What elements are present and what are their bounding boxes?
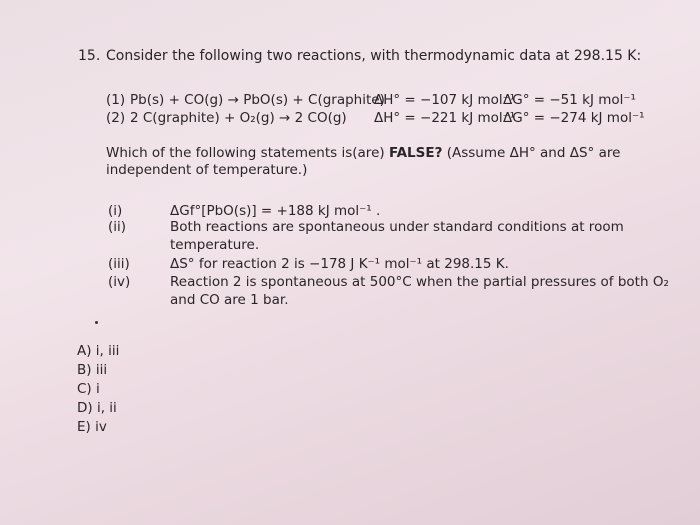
- reaction-2-gibbs: ΔG° = −274 kJ mol⁻¹: [503, 110, 645, 126]
- question-prompt: Consider the following two reactions, with thermodynamic data at 298.15 K:: [106, 48, 642, 64]
- statement-iv-text-line-2: and CO are 1 bar.: [170, 292, 289, 308]
- statement-ii-text-line-1: Both reactions are spontaneous under standard conditions at room: [170, 219, 624, 235]
- question-number: 15.: [78, 48, 101, 64]
- reaction-2-label: (2): [106, 110, 126, 126]
- reaction-2-enthalpy: ΔH° = −221 kJ mol⁻¹: [374, 110, 516, 126]
- option-b[interactable]: B) iii: [77, 362, 108, 378]
- statement-iii-text: ΔS° for reaction 2 is −178 J K⁻¹ mol⁻¹ at 298.15 K.: [170, 256, 509, 272]
- instruction-line-2: independent of temperature.): [106, 162, 308, 178]
- reaction-1-gibbs: ΔG° = −51 kJ mol⁻¹: [503, 92, 636, 108]
- reaction-2-equation: 2 C(graphite) + O₂(g) → 2 CO(g): [130, 110, 347, 126]
- statement-iv-text-line-1: Reaction 2 is spontaneous at 500°C when the partial pressures of both O₂: [170, 274, 669, 290]
- instruction-false-emphasis: FALSE?: [388, 145, 443, 161]
- option-c[interactable]: C) i: [77, 381, 100, 397]
- statement-iv-label: (iv): [108, 274, 131, 290]
- instruction-post: (Assume ΔH° and ΔS° are: [442, 145, 621, 161]
- reaction-1-label: (1): [106, 92, 126, 108]
- instruction-line-1: [106, 145, 620, 161]
- pen-dot-mark: [95, 321, 98, 324]
- option-d[interactable]: D) i, ii: [77, 400, 117, 416]
- statement-ii-text-line-2: temperature.: [170, 237, 260, 253]
- statement-i-text: ΔGf°[PbO(s)] = +188 kJ mol⁻¹ .: [170, 203, 381, 219]
- reaction-1-equation: Pb(s) + CO(g) → PbO(s) + C(graphite): [130, 92, 385, 108]
- instruction-pre: Which of the following statements is(are): [106, 145, 389, 161]
- option-a[interactable]: A) i, iii: [77, 343, 120, 359]
- statement-iii-label: (iii): [108, 256, 130, 272]
- statement-ii-label: (ii): [108, 219, 127, 235]
- option-e[interactable]: E) iv: [77, 419, 107, 435]
- reaction-1-enthalpy: ΔH° = −107 kJ mol⁻¹: [374, 92, 516, 108]
- statement-i-label: (i): [108, 203, 123, 219]
